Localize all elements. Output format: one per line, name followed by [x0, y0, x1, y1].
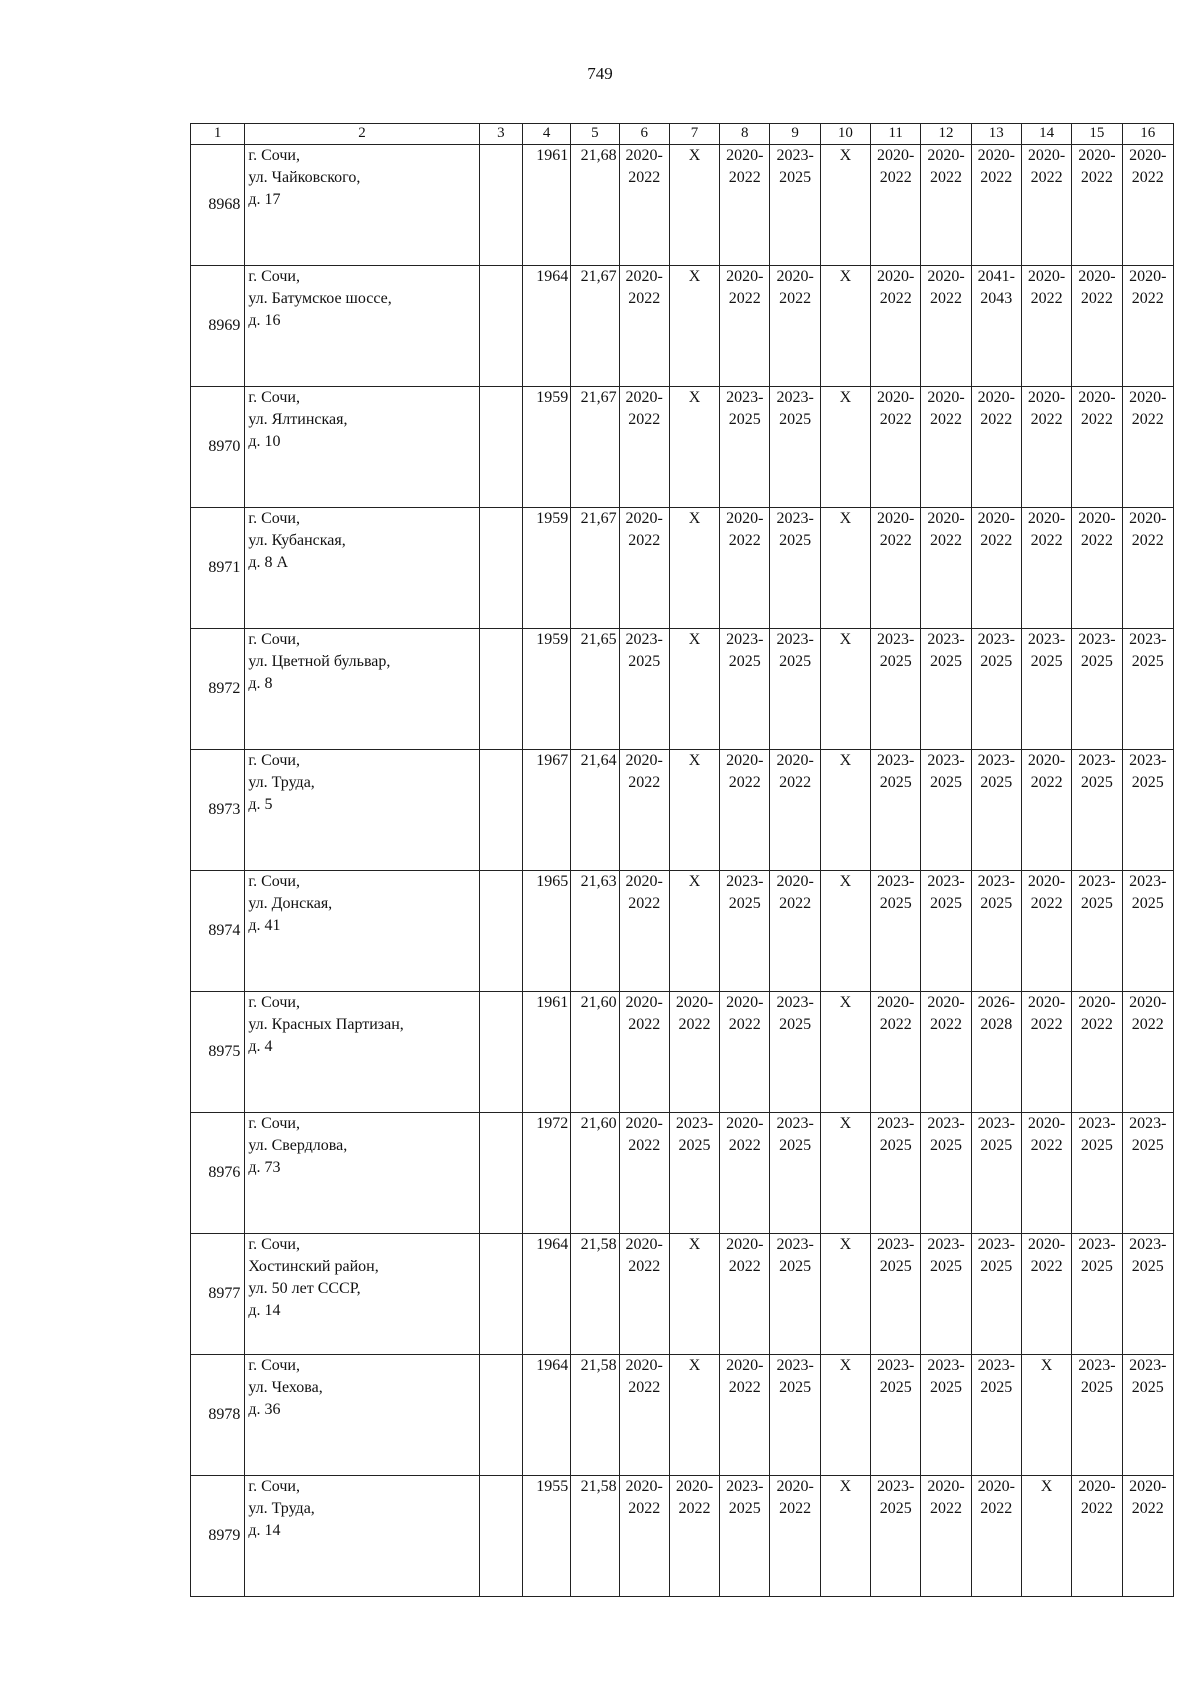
- period-cell: 2020- 2022: [871, 992, 921, 1113]
- value-cell: 21,58: [571, 1355, 619, 1476]
- period-cell: 2023- 2025: [1122, 871, 1173, 992]
- address-cell: г. Сочи, ул. Чехова, д. 36: [245, 1355, 479, 1476]
- address-cell: г. Сочи, ул. Кубанская, д. 8 А: [245, 508, 479, 629]
- period-cell: 2023- 2025: [921, 871, 971, 992]
- period-cell: 2023- 2025: [1072, 1113, 1122, 1234]
- period-cell: 2023- 2025: [720, 1476, 770, 1597]
- page-number: 749: [587, 64, 613, 83]
- period-cell: 2020- 2022: [1122, 992, 1173, 1113]
- period-cell: 2026- 2028: [971, 992, 1021, 1113]
- period-cell: X: [820, 1113, 870, 1234]
- period-cell: 2020- 2022: [1122, 1476, 1173, 1597]
- period-cell: 2023- 2025: [1122, 1355, 1173, 1476]
- period-cell: 2020- 2022: [669, 1476, 719, 1597]
- column-header: 1: [191, 124, 245, 145]
- period-cell: 2023- 2025: [871, 629, 921, 750]
- period-cell: X: [669, 266, 719, 387]
- column-header: 3: [479, 124, 522, 145]
- housing-register-table: [190, 123, 1174, 1597]
- period-cell: 2020- 2022: [1021, 508, 1071, 629]
- address-cell: г. Сочи, ул. Красных Партизан, д. 4: [245, 992, 479, 1113]
- period-cell: 2023- 2025: [770, 145, 820, 266]
- period-cell: X: [820, 145, 870, 266]
- building-number-cell: 8973: [191, 750, 245, 871]
- period-cell: 2023- 2025: [770, 387, 820, 508]
- period-cell: 2020- 2022: [770, 871, 820, 992]
- period-cell: 2020- 2022: [1021, 1113, 1071, 1234]
- column-header: 16: [1122, 124, 1173, 145]
- column-3-cell: [479, 1234, 522, 1355]
- period-cell: 2020- 2022: [871, 508, 921, 629]
- column-header: 7: [669, 124, 719, 145]
- building-number-cell: 8974: [191, 871, 245, 992]
- table-row: [191, 145, 1174, 266]
- value-cell: 21,68: [571, 145, 619, 266]
- column-3-cell: [479, 1476, 522, 1597]
- period-cell: 2023- 2025: [720, 629, 770, 750]
- column-header: 5: [571, 124, 619, 145]
- period-cell: 2023- 2025: [871, 1234, 921, 1355]
- period-cell: 2020- 2022: [720, 992, 770, 1113]
- column-header: 12: [921, 124, 971, 145]
- period-cell: 2023- 2025: [921, 629, 971, 750]
- period-cell: 2020- 2022: [619, 750, 669, 871]
- period-cell: 2020- 2022: [619, 1234, 669, 1355]
- column-header: 10: [820, 124, 870, 145]
- period-cell: 2020- 2022: [720, 508, 770, 629]
- column-3-cell: [479, 871, 522, 992]
- period-cell: 2020- 2022: [1021, 266, 1071, 387]
- period-cell: 2020- 2022: [921, 266, 971, 387]
- column-header: 6: [619, 124, 669, 145]
- period-cell: 2020- 2022: [971, 508, 1021, 629]
- period-cell: X: [820, 871, 870, 992]
- column-header: 8: [720, 124, 770, 145]
- period-cell: 2023- 2025: [871, 1355, 921, 1476]
- period-cell: 2023- 2025: [921, 1355, 971, 1476]
- period-cell: 2023- 2025: [971, 750, 1021, 871]
- period-cell: 2020- 2022: [619, 871, 669, 992]
- period-cell: 2023- 2025: [871, 871, 921, 992]
- period-cell: 2023- 2025: [770, 992, 820, 1113]
- period-cell: 2020- 2022: [921, 508, 971, 629]
- address-cell: г. Сочи, ул. Свердлова, д. 73: [245, 1113, 479, 1234]
- value-cell: 21,67: [571, 508, 619, 629]
- period-cell: X: [669, 1234, 719, 1355]
- period-cell: X: [820, 1234, 870, 1355]
- column-3-cell: [479, 750, 522, 871]
- period-cell: 2023- 2025: [1072, 750, 1122, 871]
- build-year-cell: 1961: [523, 992, 571, 1113]
- period-cell: 2023- 2025: [921, 750, 971, 871]
- column-header: 15: [1072, 124, 1122, 145]
- period-cell: 2023- 2025: [871, 750, 921, 871]
- build-year-cell: 1964: [523, 1355, 571, 1476]
- period-cell: 2020- 2022: [921, 1476, 971, 1597]
- period-cell: 2020- 2022: [1021, 1234, 1071, 1355]
- period-cell: 2020- 2022: [770, 266, 820, 387]
- period-cell: X: [669, 1355, 719, 1476]
- table-row: [191, 387, 1174, 508]
- period-cell: 2020- 2022: [1021, 750, 1071, 871]
- period-cell: 2020- 2022: [770, 1476, 820, 1597]
- column-3-cell: [479, 992, 522, 1113]
- address-cell: г. Сочи, ул. Цветной бульвар, д. 8: [245, 629, 479, 750]
- table-row: [191, 871, 1174, 992]
- period-cell: 2023- 2025: [720, 387, 770, 508]
- period-cell: 2020- 2022: [720, 750, 770, 871]
- period-cell: 2020- 2022: [669, 992, 719, 1113]
- building-number-cell: 8975: [191, 992, 245, 1113]
- build-year-cell: 1964: [523, 1234, 571, 1355]
- table-row: [191, 750, 1174, 871]
- period-cell: 2023- 2025: [971, 1113, 1021, 1234]
- column-header: 13: [971, 124, 1021, 145]
- column-3-cell: [479, 508, 522, 629]
- period-cell: 2020- 2022: [1072, 1476, 1122, 1597]
- header-row: [191, 124, 1174, 145]
- period-cell: 2023- 2025: [1122, 1234, 1173, 1355]
- period-cell: 2020- 2022: [720, 1355, 770, 1476]
- build-year-cell: 1967: [523, 750, 571, 871]
- building-number-cell: 8976: [191, 1113, 245, 1234]
- period-cell: 2020- 2022: [1021, 387, 1071, 508]
- period-cell: 2023- 2025: [1122, 629, 1173, 750]
- building-number-cell: 8979: [191, 1476, 245, 1597]
- period-cell: X: [820, 750, 870, 871]
- period-cell: 2020- 2022: [921, 387, 971, 508]
- period-cell: X: [820, 266, 870, 387]
- table-row: [191, 266, 1174, 387]
- period-cell: 2020- 2022: [619, 1113, 669, 1234]
- address-cell: г. Сочи, ул. Чайковского, д. 17: [245, 145, 479, 266]
- period-cell: 2023- 2025: [770, 629, 820, 750]
- table-row: [191, 1234, 1174, 1355]
- period-cell: 2020- 2022: [619, 1355, 669, 1476]
- build-year-cell: 1972: [523, 1113, 571, 1234]
- period-cell: 2020- 2022: [619, 145, 669, 266]
- address-cell: г. Сочи, ул. Батумское шоссе, д. 16: [245, 266, 479, 387]
- period-cell: 2023- 2025: [1072, 629, 1122, 750]
- building-number-cell: 8971: [191, 508, 245, 629]
- table-row: [191, 992, 1174, 1113]
- column-3-cell: [479, 1113, 522, 1234]
- period-cell: 2023- 2025: [871, 1476, 921, 1597]
- period-cell: 2020- 2022: [619, 1476, 669, 1597]
- period-cell: 2023- 2025: [1122, 750, 1173, 871]
- value-cell: 21,64: [571, 750, 619, 871]
- period-cell: 2020- 2022: [1122, 145, 1173, 266]
- period-cell: 2023- 2025: [770, 508, 820, 629]
- value-cell: 21,60: [571, 992, 619, 1113]
- period-cell: 2023- 2025: [921, 1234, 971, 1355]
- column-3-cell: [479, 629, 522, 750]
- value-cell: 21,65: [571, 629, 619, 750]
- period-cell: X: [820, 387, 870, 508]
- period-cell: 2020- 2022: [871, 266, 921, 387]
- period-cell: 2020- 2022: [871, 387, 921, 508]
- period-cell: 2020- 2022: [1072, 387, 1122, 508]
- period-cell: 2020- 2022: [1122, 387, 1173, 508]
- column-3-cell: [479, 387, 522, 508]
- address-cell: г. Сочи, Хостинский район, ул. 50 лет СССР, д. 14: [245, 1234, 479, 1355]
- period-cell: X: [1021, 1355, 1071, 1476]
- period-cell: 2020- 2022: [971, 1476, 1021, 1597]
- build-year-cell: 1965: [523, 871, 571, 992]
- address-cell: г. Сочи, ул. Донская, д. 41: [245, 871, 479, 992]
- period-cell: 2023- 2025: [669, 1113, 719, 1234]
- build-year-cell: 1964: [523, 266, 571, 387]
- building-number-cell: 8972: [191, 629, 245, 750]
- period-cell: 2020- 2022: [720, 1113, 770, 1234]
- period-cell: 2020- 2022: [1072, 266, 1122, 387]
- column-3-cell: [479, 145, 522, 266]
- period-cell: X: [669, 629, 719, 750]
- period-cell: 2023- 2025: [1072, 1355, 1122, 1476]
- period-cell: 2023- 2025: [971, 1355, 1021, 1476]
- building-number-cell: 8977: [191, 1234, 245, 1355]
- building-number-cell: 8970: [191, 387, 245, 508]
- period-cell: 2023- 2025: [619, 629, 669, 750]
- column-header: 11: [871, 124, 921, 145]
- period-cell: 2020- 2022: [1021, 992, 1071, 1113]
- value-cell: 21,67: [571, 387, 619, 508]
- period-cell: 2020- 2022: [720, 266, 770, 387]
- period-cell: 2020- 2022: [971, 145, 1021, 266]
- period-cell: 2023- 2025: [770, 1113, 820, 1234]
- period-cell: 2023- 2025: [770, 1234, 820, 1355]
- address-cell: г. Сочи, ул. Труда, д. 5: [245, 750, 479, 871]
- period-cell: 2023- 2025: [871, 1113, 921, 1234]
- building-number-cell: 8968: [191, 145, 245, 266]
- period-cell: 2020- 2022: [619, 266, 669, 387]
- period-cell: 2023- 2025: [770, 1355, 820, 1476]
- period-cell: X: [669, 871, 719, 992]
- column-header: 9: [770, 124, 820, 145]
- period-cell: 2023- 2025: [1122, 1113, 1173, 1234]
- build-year-cell: 1959: [523, 629, 571, 750]
- value-cell: 21,63: [571, 871, 619, 992]
- period-cell: 2023- 2025: [720, 871, 770, 992]
- column-header: 4: [523, 124, 571, 145]
- table-row: [191, 629, 1174, 750]
- period-cell: 2023- 2025: [971, 1234, 1021, 1355]
- value-cell: 21,60: [571, 1113, 619, 1234]
- period-cell: 2020- 2022: [1122, 266, 1173, 387]
- value-cell: 21,58: [571, 1476, 619, 1597]
- period-cell: 2020- 2022: [770, 750, 820, 871]
- period-cell: 2020- 2022: [921, 992, 971, 1113]
- period-cell: X: [820, 1355, 870, 1476]
- period-cell: 2023- 2025: [1072, 1234, 1122, 1355]
- period-cell: 2020- 2022: [971, 387, 1021, 508]
- period-cell: X: [669, 145, 719, 266]
- period-cell: X: [820, 992, 870, 1113]
- build-year-cell: 1955: [523, 1476, 571, 1597]
- period-cell: 2020- 2022: [619, 387, 669, 508]
- address-cell: г. Сочи, ул. Ялтинская, д. 10: [245, 387, 479, 508]
- period-cell: X: [669, 387, 719, 508]
- build-year-cell: 1961: [523, 145, 571, 266]
- column-3-cell: [479, 266, 522, 387]
- period-cell: X: [669, 750, 719, 871]
- period-cell: 2020- 2022: [619, 508, 669, 629]
- period-cell: 2020- 2022: [1021, 145, 1071, 266]
- period-cell: 2023- 2025: [1021, 629, 1071, 750]
- period-cell: 2041- 2043: [971, 266, 1021, 387]
- build-year-cell: 1959: [523, 508, 571, 629]
- period-cell: 2020- 2022: [720, 145, 770, 266]
- table-row: [191, 1355, 1174, 1476]
- period-cell: 2020- 2022: [1072, 145, 1122, 266]
- building-number-cell: 8969: [191, 266, 245, 387]
- period-cell: X: [669, 508, 719, 629]
- column-header: 14: [1021, 124, 1071, 145]
- value-cell: 21,58: [571, 1234, 619, 1355]
- period-cell: X: [820, 1476, 870, 1597]
- build-year-cell: 1959: [523, 387, 571, 508]
- table-row: [191, 1476, 1174, 1597]
- period-cell: X: [820, 629, 870, 750]
- value-cell: 21,67: [571, 266, 619, 387]
- period-cell: 2020- 2022: [1122, 508, 1173, 629]
- period-cell: 2023- 2025: [971, 871, 1021, 992]
- period-cell: 2020- 2022: [871, 145, 921, 266]
- period-cell: 2020- 2022: [1021, 871, 1071, 992]
- period-cell: 2020- 2022: [1072, 508, 1122, 629]
- table-row: [191, 508, 1174, 629]
- column-3-cell: [479, 1355, 522, 1476]
- period-cell: 2023- 2025: [971, 629, 1021, 750]
- table-row: [191, 1113, 1174, 1234]
- period-cell: 2023- 2025: [921, 1113, 971, 1234]
- period-cell: X: [1021, 1476, 1071, 1597]
- period-cell: 2020- 2022: [619, 992, 669, 1113]
- period-cell: 2023- 2025: [1072, 871, 1122, 992]
- period-cell: 2020- 2022: [921, 145, 971, 266]
- address-cell: г. Сочи, ул. Труда, д. 14: [245, 1476, 479, 1597]
- period-cell: 2020- 2022: [1072, 992, 1122, 1113]
- period-cell: X: [820, 508, 870, 629]
- building-number-cell: 8978: [191, 1355, 245, 1476]
- column-header: 2: [245, 124, 479, 145]
- period-cell: 2020- 2022: [720, 1234, 770, 1355]
